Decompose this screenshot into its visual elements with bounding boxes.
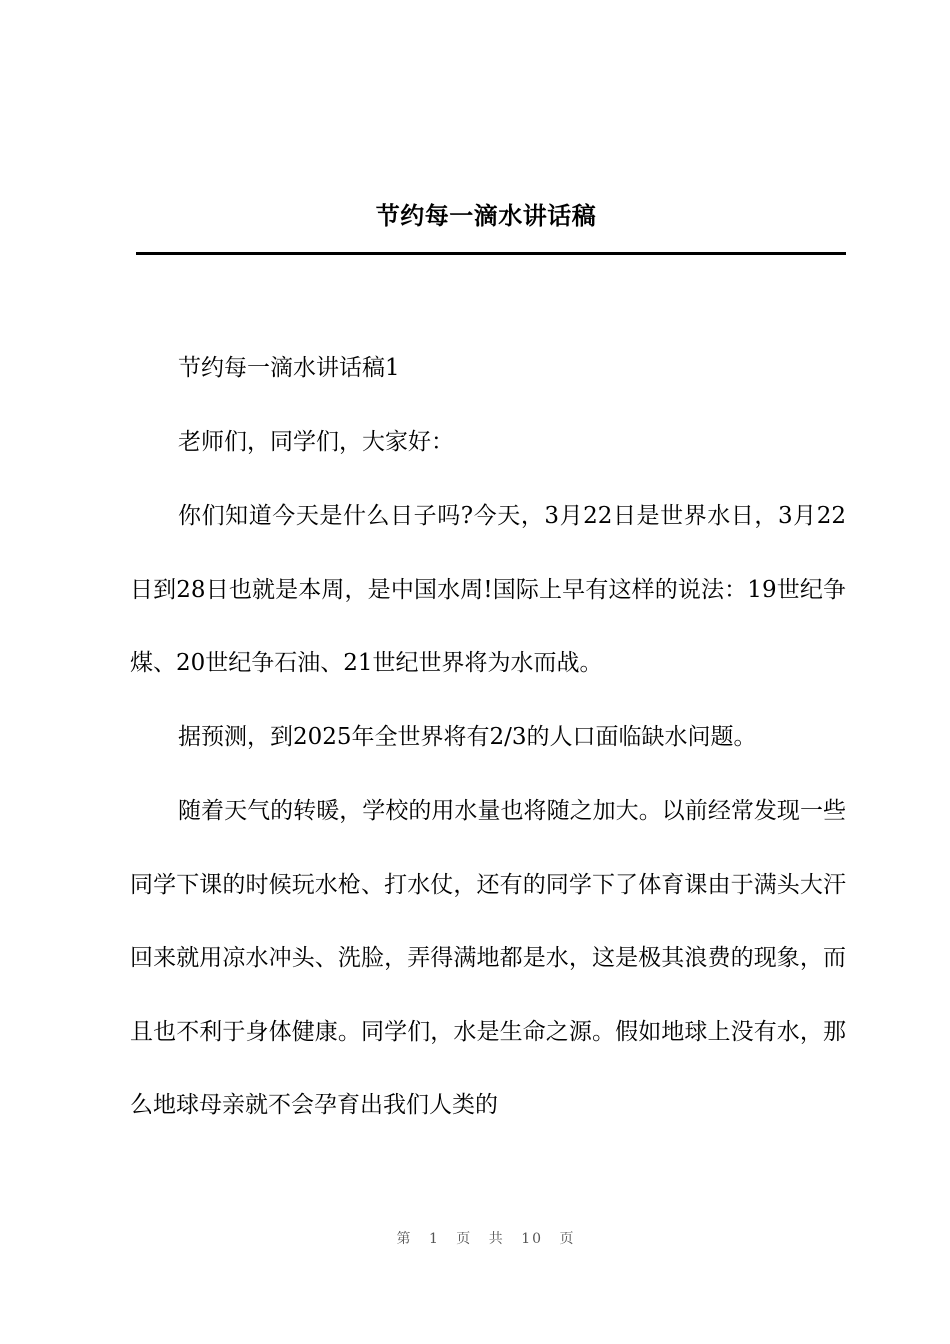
paragraph-heading: 节约每一滴水讲话稿1	[178, 355, 400, 381]
paragraph-water-day: 你们知道今天是什么日子吗?今天，3月22日是世界水日，3月22日到28日也就是本周，是中国水周!国际上早有这样的说法：19世纪争煤、20世纪争石油、21世纪世界将为水而战。	[130, 503, 846, 676]
title-underline	[136, 252, 846, 255]
paragraph-school-water: 随着天气的转暖，学校的用水量也将随之加大。以前经常发现一些同学下课的时候玩水枪、打水仗，还有的同学下了体育课由于满头大汗回来就用凉水冲头、洗脸，弄得满地都是水，这是极其浪费的现象，而且也不利于身体健康。同学们，水是生命之源。假如地球上没有水，那么地球母亲就不会孕育出我们人类的	[130, 798, 846, 1118]
paragraph-prediction: 据预测，到2025年全世界将有2/3的人口面临缺水问题。	[178, 724, 757, 750]
paragraph-greeting: 老师们，同学们，大家好：	[178, 429, 454, 455]
page-footer: 第 1 页 共 10 页	[396, 1231, 576, 1247]
document-title: 节约每一滴水讲话稿	[375, 201, 597, 230]
